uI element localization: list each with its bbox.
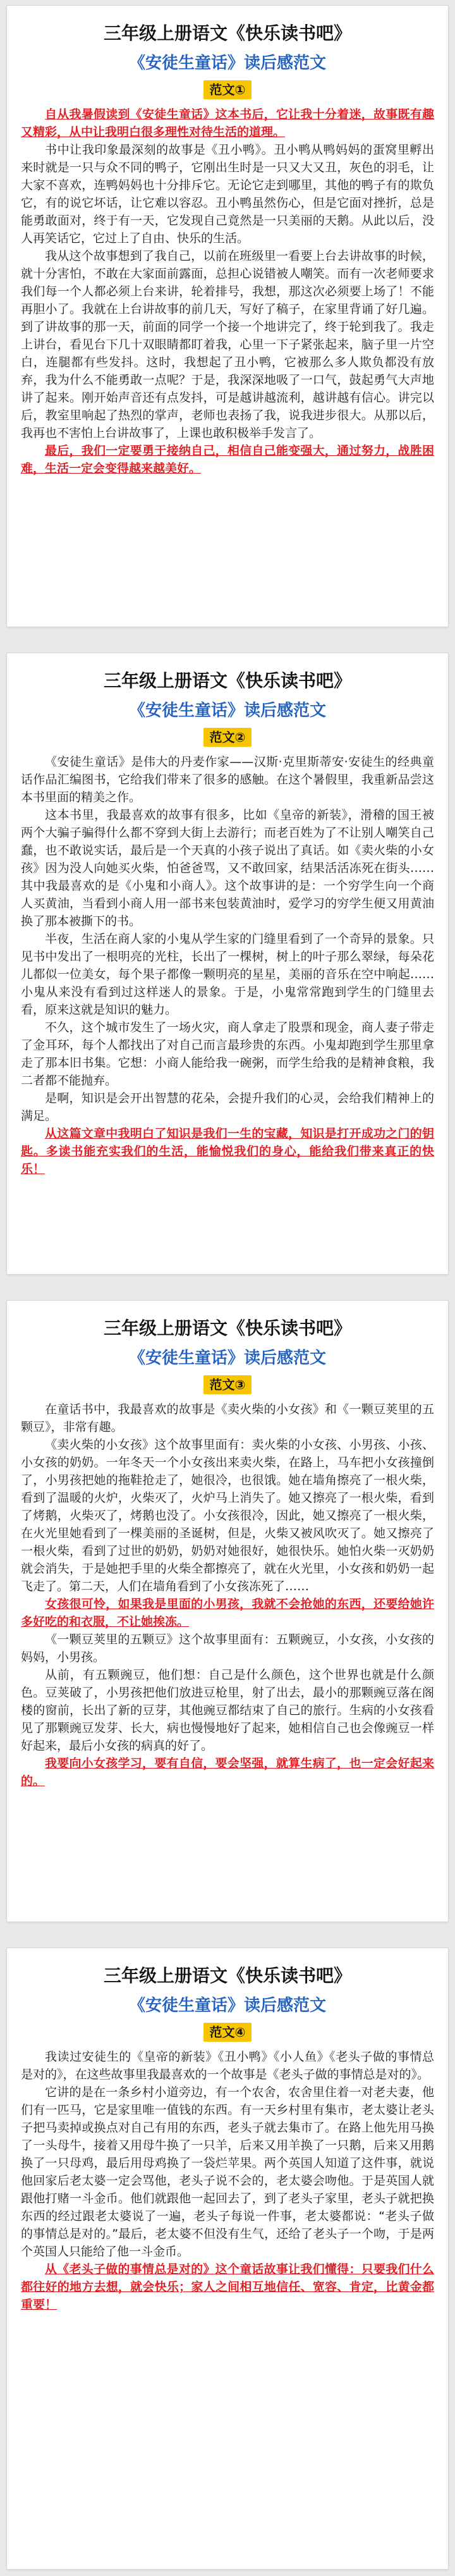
essay-card-3 xyxy=(6,1300,449,1922)
card-subtitle: 《安徒生童话》读后感范文 xyxy=(128,701,326,720)
highlight-paragraph: 自从我暑假读到《安徒生童话》这本书后，它让我十分着迷，故事既有趣又精彩，从中让我明白很多理性对待生活的道理。 xyxy=(21,107,434,139)
essay-paragraph: 它讲的是在一条乡村小道旁边，有一个农舍，农舍里住着一对老夫妻，他们有一匹马，它是家里唯一值钱的东西。有一天乡村里有集市，老太婆让老头子把马卖掉或换点对自己有用的东西，老头子就去集市了。在路上他先用马换了一头母牛，接着又用母牛换了一只羊，后来又用羊换了一只鹅，后来又用鹅换了一只母鸡，最后用母鸡换了一袋烂苹果。两个英国人知道了这件事，就说他回家后老太婆一定会骂他，老头子说不会的，老太婆会吻他。于是英国人就跟他打赌一斗金币。他们就跟他一起回去了，到了老头子家里，老头子就把换东西的经过跟老太婆说了一遍，老头子每说一件事，老太婆都说：“老头子做的事情总是对的。”最后，老太婆不但没有生气，还给了老头子一个吻，于是两个英国人只能给了他一斗金币。 xyxy=(21,2085,434,2259)
essay-card-4 xyxy=(6,1947,449,2570)
essay-card-2 xyxy=(6,653,449,1275)
essay-badge: 范文② xyxy=(203,728,252,747)
essay-paragraph: 不久，这个城市发生了一场火灾，商人拿走了股票和现金，商人妻子带走了金耳环，每个人都找出了对自己而言最珍贵的东西。小鬼却跑到学生那里拿走了那本旧书集。它想：小商人能给我一碗粥，而学生给我的是精神食粮，我二者都不能抛弃。 xyxy=(21,1021,434,1088)
badge-row xyxy=(21,80,434,99)
essay-badge: 范文③ xyxy=(203,1375,252,1394)
card-subtitle: 《安徒生童话》读后感范文 xyxy=(128,1996,326,2015)
essay-paragraph: 从前，有五颗豌豆，他们想：自己是什么颜色，这个世界也就是什么颜色。豆荚破了，小男孩把他们放进豆枪里，射了出去，最小的那颗豌豆落在阁楼的窗前，长出了新的豆芽，其他豌豆都结束了自己的旅行。生病的小女孩看见了那颗豌豆发芽、长大，病也慢慢地好了起来，她相信自己也会像豌豆一样好起来，最后小女孩的病真的好了。 xyxy=(21,1668,434,1753)
card-title: 三年级上册语文《快乐读书吧》 xyxy=(103,670,351,691)
essay-paragraph: 是啊，知识是会开出智慧的花朵，会提升我们的心灵，会给我们精神上的满足。 xyxy=(21,1091,434,1123)
essay-paragraph: 半夜，生活在商人家的小鬼从学生家的门缝里看到了一个奇异的景象。只见书中发出了一根明亮的光柱，长出了一棵树，树上的叶子那么翠绿，每朵花儿都似一位美女，每个果子都像一颗明亮的星星，美丽的音乐在空中响起……小鬼从来没有看到过这样迷人的景象。于是，小鬼常常跑到学生的门缝里去看，原来这就是知识的魅力。 xyxy=(21,932,434,1017)
highlight-paragraph: 女孩很可怜，如果我是里面的小男孩，我就不会抢她的东西，还要给她许多好吃的和衣服，不让她挨冻。 xyxy=(21,1597,434,1629)
card-title: 三年级上册语文《快乐读书吧》 xyxy=(103,1965,351,1986)
badge-row xyxy=(21,2023,434,2042)
card-subtitle: 《安徒生童话》读后感范文 xyxy=(128,1349,326,1368)
badge-row xyxy=(21,728,434,747)
essay-paragraph: 在童话书中，我最喜欢的故事是《卖火柴的小女孩》和《一颗豆荚里的五颗豆》，非常有趣。 xyxy=(21,1402,434,1434)
highlight-paragraph: 从这篇文章中我明白了知识是我们一生的宝藏，知识是打开成功之门的钥匙。多读书能充实我们的生活，能愉悦我们的身心，能给我们带来真正的快乐！ xyxy=(21,1127,434,1176)
essay-paragraph: 《一颗豆荚里的五颗豆》这个故事里面有：五颗豌豆，小女孩，小女孩的妈妈，小男孩。 xyxy=(21,1633,434,1664)
essay-paragraph: 《卖火柴的小女孩》这个故事里面有：卖火柴的小女孩、小男孩、小孩、小女孩的奶奶。一年冬天一个小女孩出来卖火柴，在路上，马车把小女孩撞倒了，小男孩把她的拖鞋抢走了，她很冷，也很饿。她在墙角擦亮了一根火柴，看到了温暖的火炉，火柴灭了，火炉马上消失了。她又擦亮了一根火柴，看到了烤鹅，火柴灭了，烤鹅也没了。小女孩很冷，因此，她又擦亮了一根火柴，在火光里她看到了一棵美丽的圣诞树，但是，火柴又被风吹灭了。她又擦亮了一根火柴，看到了过世的奶奶，奶奶对她很好，她很快乐。她怕火柴一灭奶奶就会消失，于是她把手里的火柴全都擦亮了，就在火光里，小女孩和奶奶一起飞走了。第二天，人们在墙角看到了小女孩冻死了…… xyxy=(21,1438,434,1593)
essay-paragraph: 我读过安徒生的《皇帝的新装》《丑小鸭》《小人鱼》《老头子做的事情总是对的》，在这些故事里我最喜欢的一个故事是《老头子做的事情总是对的》。 xyxy=(21,2050,434,2082)
essay-paragraph: 书中让我印象最深刻的故事是《丑小鸭》。丑小鸭从鸭妈妈的蛋窝里孵出来时就是一只与众不同的鸭子，它刚出生时是一只又大又丑，灰色的羽毛，让大家不喜欢，连鸭妈妈也十分排斥它。无论它走到哪里，其他的鸭子有的欺负它，有的说它坏话，让它难以容忍。丑小鸭虽然伤心，但是它面对挫折，总是能勇敢面对，终于有一天，它发现自己竟然是一只美丽的天鹅。从此以后，没人再笑话它，它过上了自由、快乐的生活。 xyxy=(21,143,434,245)
essay-badge: 范文④ xyxy=(203,2023,252,2042)
essay-paragraph: 这本书里，我最喜欢的故事有很多，比如《皇帝的新装》，滑稽的国王被两个大骗子骗得什么都不穿到大街上去游行；而老百姓为了不让别人嘲笑自己蠢，也不敢说实话，最后是一个天真的小孩子说出了真话。如《卖火柴的小女孩》因为没人向她买火柴，怕爸爸骂，又不敢回家，结果活活冻死在街头……其中我最喜欢的是《小鬼和小商人》。这个故事讲的是：一个穷学生向一个商人买黄油，当看到小商人用一部书来包装黄油时，爱学习的穷学生便又用黄油换了那本被撕下的书。 xyxy=(21,808,434,928)
essay-card-1 xyxy=(6,5,449,627)
card-title: 三年级上册语文《快乐读书吧》 xyxy=(103,23,351,44)
card-subtitle: 《安徒生童话》读后感范文 xyxy=(128,54,326,73)
highlight-paragraph: 从《老头子做的事情总是对的》这个童话故事让我们懂得：只要我们什么都往好的地方去想，就会快乐；家人之间相互地信任、宽容、肯定，比黄金都重要！ xyxy=(21,2262,434,2312)
badge-row xyxy=(21,1375,434,1394)
essay-paragraph: 我从这个故事想到了我自己，以前在班级里一看要上台去讲故事的时候，就十分害怕，不敢在大家面前露面，总担心说错被人嘲笑。而有一次老师要求我们每一个人都必须上台来讲，轮着排号，我想，那这次必须要上场了！不能再胆小了。我就在上台讲故事的前几天，写好了稿子，在家里背诵了好几遍。到了讲故事的那一天，前面的同学一个接一个地讲完了，终于轮到我了。我走上讲台，看见台下几十双眼睛都盯着我，心里一下子紧张起来，脑子里一片空白，连腿都有些发抖。这时，我想起了丑小鸭，它被那么多人欺负都没有放弃，我为什么不能勇敢一点呢？于是，我深深地吸了一口气，鼓起勇气大声地讲了起来。刚开始声音还有点发抖，可是越讲越流利，越讲越有信心。讲完以后，教室里响起了热烈的掌声，老师也表扬了我，说我进步很大。从那以后，我再也不害怕上台讲故事了，上课也敢积极举手发言了。 xyxy=(21,249,434,440)
highlight-paragraph: 最后，我们一定要勇于接纳自己，相信自己能变强大，通过努力，战胜困难，生活一定会变得越来越美好。 xyxy=(21,444,434,475)
highlight-paragraph: 我要向小女孩学习，要有自信，要会坚强，就算生病了，也一定会好起来的。 xyxy=(21,1757,434,1788)
essay-badge: 范文① xyxy=(203,80,252,99)
card-title: 三年级上册语文《快乐读书吧》 xyxy=(103,1318,351,1339)
essay-paragraph: 《安徒生童话》是伟大的丹麦作家——汉斯·克里斯蒂安·安徒生的经典童话作品汇编图书，它给我们带来了很多的感触。在这个暑假里，我重新品尝这本书里面的精美之作。 xyxy=(21,755,434,804)
